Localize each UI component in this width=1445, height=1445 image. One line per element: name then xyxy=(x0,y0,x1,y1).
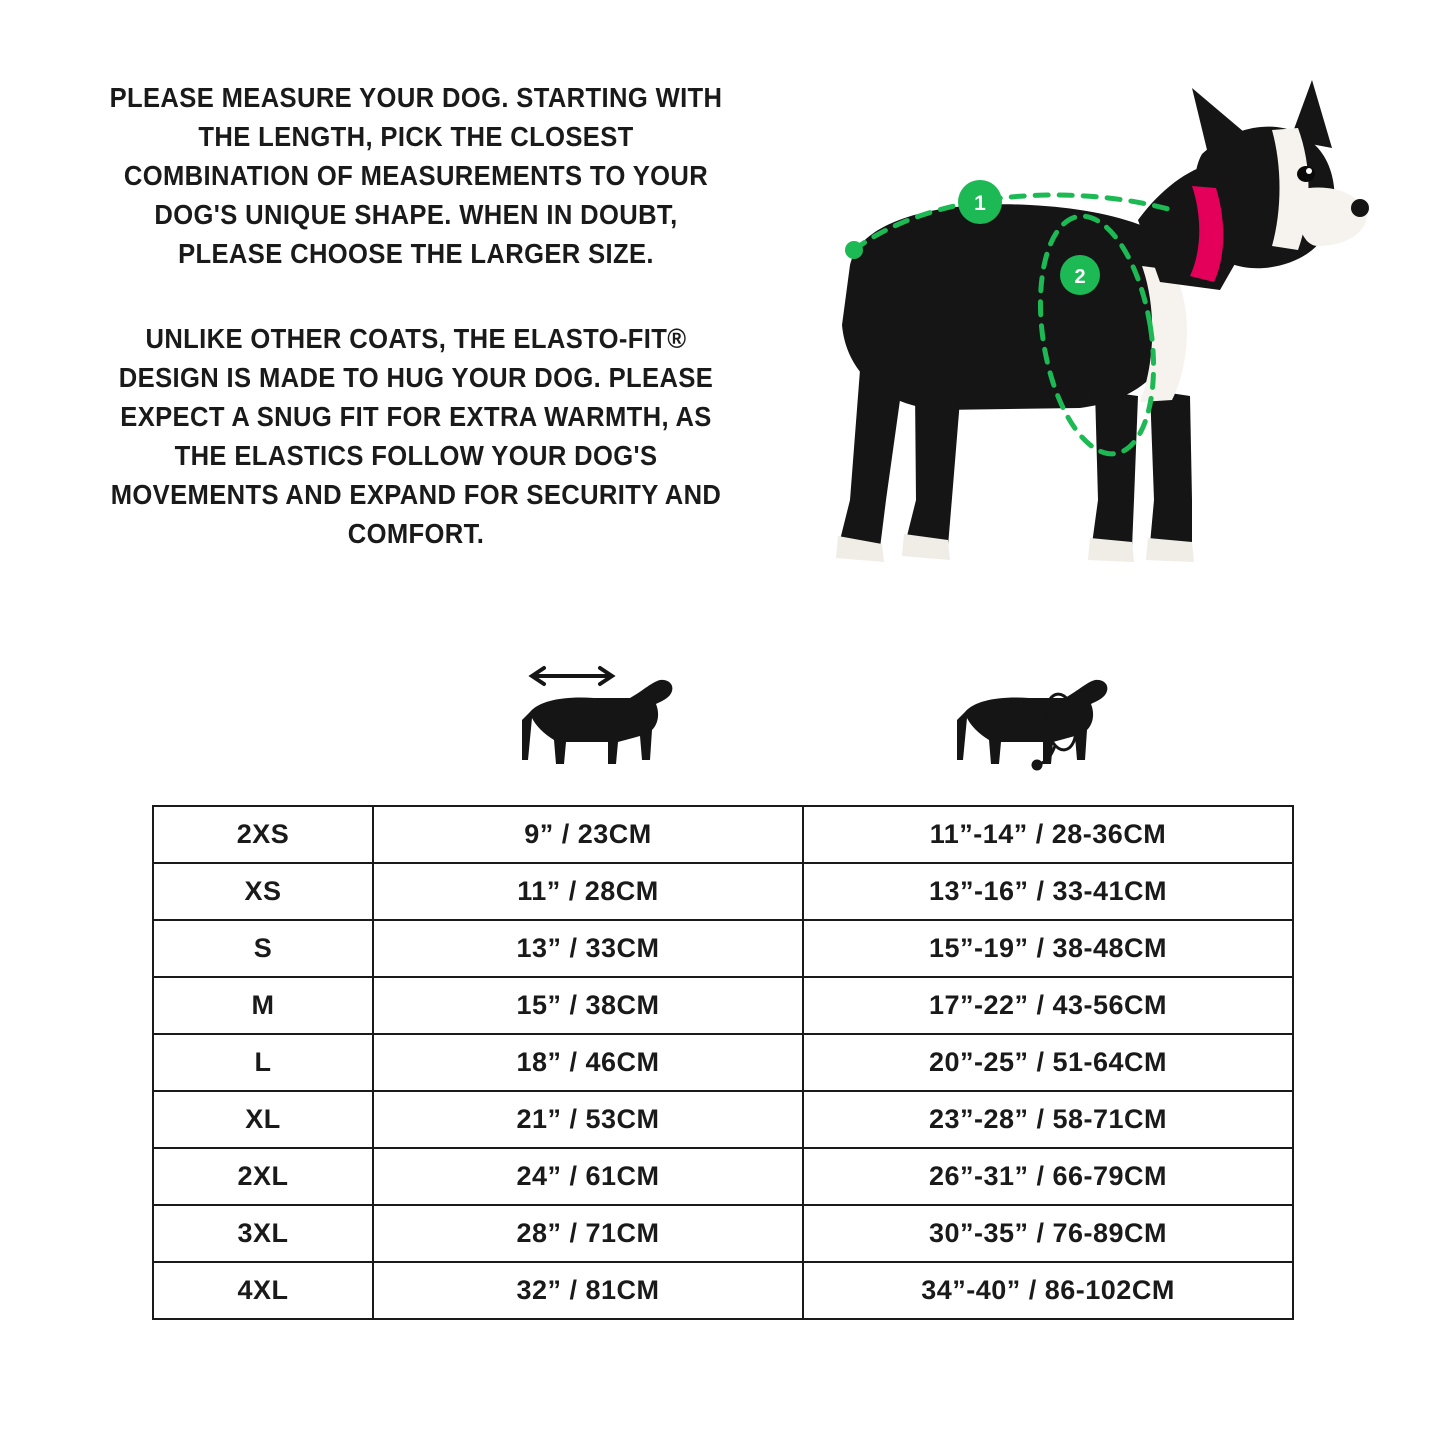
dog-length-measure-icon xyxy=(522,668,672,764)
marker-1-label: 1 xyxy=(974,192,986,215)
table-row xyxy=(153,1148,1293,1205)
table-row xyxy=(153,1205,1293,1262)
cell-size: 2XL xyxy=(153,1148,373,1205)
length-pictogram xyxy=(520,660,710,790)
cell-size: 3XL xyxy=(153,1205,373,1262)
table-row xyxy=(153,977,1293,1034)
dog-girth-measure-icon xyxy=(957,680,1107,769)
cell-size: L xyxy=(153,1034,373,1091)
cell-size: S xyxy=(153,920,373,977)
cell-girth: 13”-16” / 33-41CM xyxy=(803,863,1293,920)
marker-2-label: 2 xyxy=(1074,266,1086,288)
cell-length: 13” / 33CM xyxy=(373,920,803,977)
cell-length: 11” / 28CM xyxy=(373,863,803,920)
cell-girth: 26”-31” / 66-79CM xyxy=(803,1148,1293,1205)
girth-pictogram xyxy=(955,660,1145,790)
cell-length: 24” / 61CM xyxy=(373,1148,803,1205)
cell-girth: 30”-35” / 76-89CM xyxy=(803,1205,1293,1262)
cell-length: 15” / 38CM xyxy=(373,977,803,1034)
cell-size: XL xyxy=(153,1091,373,1148)
cell-size: 4XL xyxy=(153,1262,373,1319)
cell-size: XS xyxy=(153,863,373,920)
cell-girth: 17”-22” / 43-56CM xyxy=(803,977,1293,1034)
cell-length: 9” / 23CM xyxy=(373,806,803,863)
length-start-dot xyxy=(845,241,863,259)
table-row xyxy=(153,1034,1293,1091)
cell-size: M xyxy=(153,977,373,1034)
size-chart xyxy=(152,805,1292,1320)
size-table xyxy=(152,805,1294,1320)
size-table-body xyxy=(153,806,1293,1319)
cell-girth: 23”-28” / 58-71CM xyxy=(803,1091,1293,1148)
cell-girth: 34”-40” / 86-102CM xyxy=(803,1262,1293,1319)
table-row xyxy=(153,1262,1293,1319)
boston-terrier-photo xyxy=(836,80,1369,562)
table-row xyxy=(153,806,1293,863)
table-row xyxy=(153,920,1293,977)
cell-length: 28” / 71CM xyxy=(373,1205,803,1262)
intro-paragraph-2: UNLIKE OTHER COATS, THE ELASTO-FIT® DESIGN IS MADE TO HUG YOUR DOG. PLEASE EXPECT A SNUG FIT FOR EXTRA WARMTH, AS THE ELASTICS FOLLOW YOUR DOG'S MOVEMENTS AND EXPAND FOR SECURITY AND COMFORT. xyxy=(110,323,722,550)
cell-size: 2XS xyxy=(153,806,373,863)
cell-length: 18” / 46CM xyxy=(373,1034,803,1091)
cell-girth: 15”-19” / 38-48CM xyxy=(803,920,1293,977)
dog-photo-with-measurements xyxy=(820,70,1380,590)
intro-paragraph-1: PLEASE MEASURE YOUR DOG. STARTING WITH THE LENGTH, PICK THE CLOSEST COMBINATION OF MEASUREMENTS TO YOUR DOG'S UNIQUE SHAPE. WHEN IN DOUBT, PLEASE CHOOSE THE LARGER SIZE. xyxy=(109,82,723,270)
cell-girth: 11”-14” / 28-36CM xyxy=(803,806,1293,863)
cell-girth: 20”-25” / 51-64CM xyxy=(803,1034,1293,1091)
cell-length: 32” / 81CM xyxy=(373,1262,803,1319)
table-row xyxy=(153,1091,1293,1148)
intro-text-block xyxy=(86,78,746,554)
table-row xyxy=(153,863,1293,920)
cell-length: 21” / 53CM xyxy=(373,1091,803,1148)
